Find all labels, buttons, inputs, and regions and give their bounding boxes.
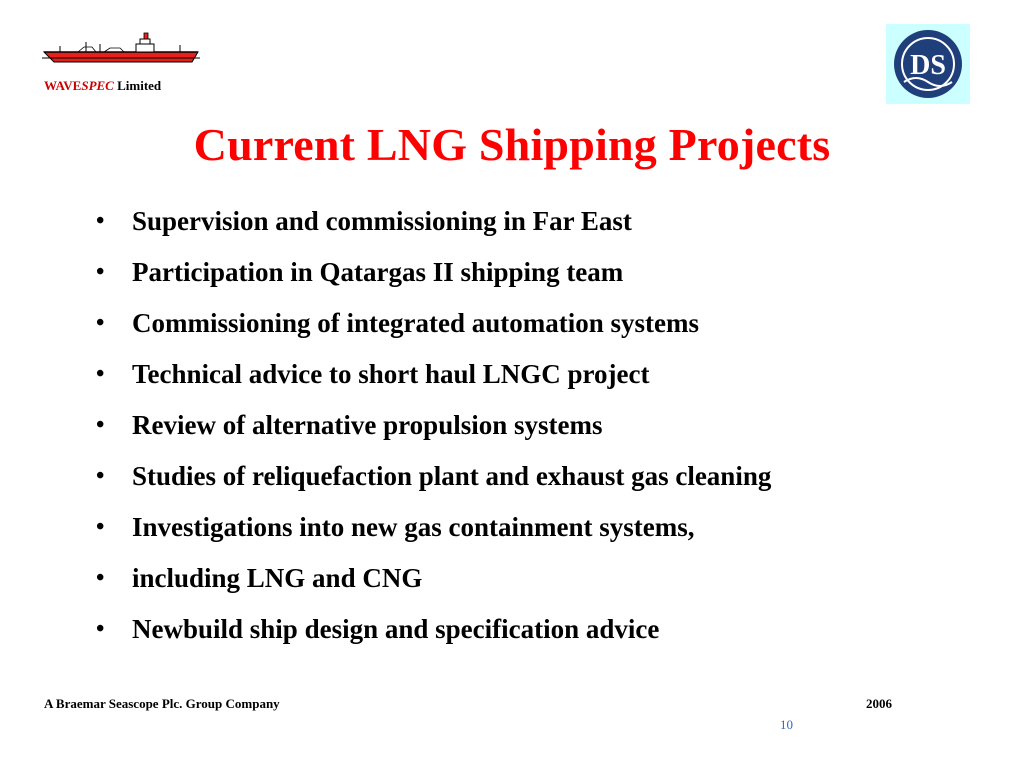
ship-logo-icon <box>40 28 202 68</box>
bullet-icon: • <box>96 412 105 438</box>
bullet-icon: • <box>96 565 105 591</box>
company-name-spec: SPEC <box>81 78 114 93</box>
badge-letters: DS <box>910 50 946 81</box>
bullet-text: Supervision and commissioning in Far East <box>132 206 632 236</box>
bullet-text: Newbuild ship design and specification advice <box>132 614 660 644</box>
list-item <box>96 553 771 604</box>
list-item <box>96 298 771 349</box>
footer-year: 2006 <box>866 696 892 711</box>
list-item <box>96 451 771 502</box>
bullet-icon: • <box>96 616 105 642</box>
bullet-icon: • <box>96 259 105 285</box>
list-item <box>96 196 771 247</box>
bullet-icon: • <box>96 310 105 336</box>
ds-emblem-icon <box>886 24 970 104</box>
footer-company: A Braemar Seascope Plc. Group Company <box>44 696 280 711</box>
bullet-text: Commissioning of integrated automation systems <box>132 308 699 338</box>
company-name-suffix: Limited <box>113 78 162 93</box>
bullet-text: Studies of reliquefaction plant and exhaust gas cleaning <box>132 461 772 491</box>
list-item <box>96 502 771 553</box>
bullet-list <box>96 196 771 655</box>
bullet-icon: • <box>96 463 105 489</box>
bullet-text: Review of alternative propulsion systems <box>132 410 603 440</box>
page-number: 10 <box>780 717 793 732</box>
bullet-text: including LNG and CNG <box>132 563 423 593</box>
bullet-icon: • <box>96 361 105 387</box>
list-item <box>96 400 771 451</box>
company-name <box>44 78 161 94</box>
bullet-text: Participation in Qatargas II shipping team <box>132 257 624 287</box>
bullet-text: Technical advice to short haul LNGC project <box>132 359 650 389</box>
slide-title: Current LNG Shipping Projects <box>193 119 831 170</box>
company-name-wave: WAVE <box>44 78 82 93</box>
list-item <box>96 349 771 400</box>
bullet-icon: • <box>96 208 105 234</box>
list-item <box>96 604 771 655</box>
list-item <box>96 247 771 298</box>
bullet-icon: • <box>96 514 105 540</box>
bullet-text: Investigations into new gas containment systems, <box>132 512 695 542</box>
